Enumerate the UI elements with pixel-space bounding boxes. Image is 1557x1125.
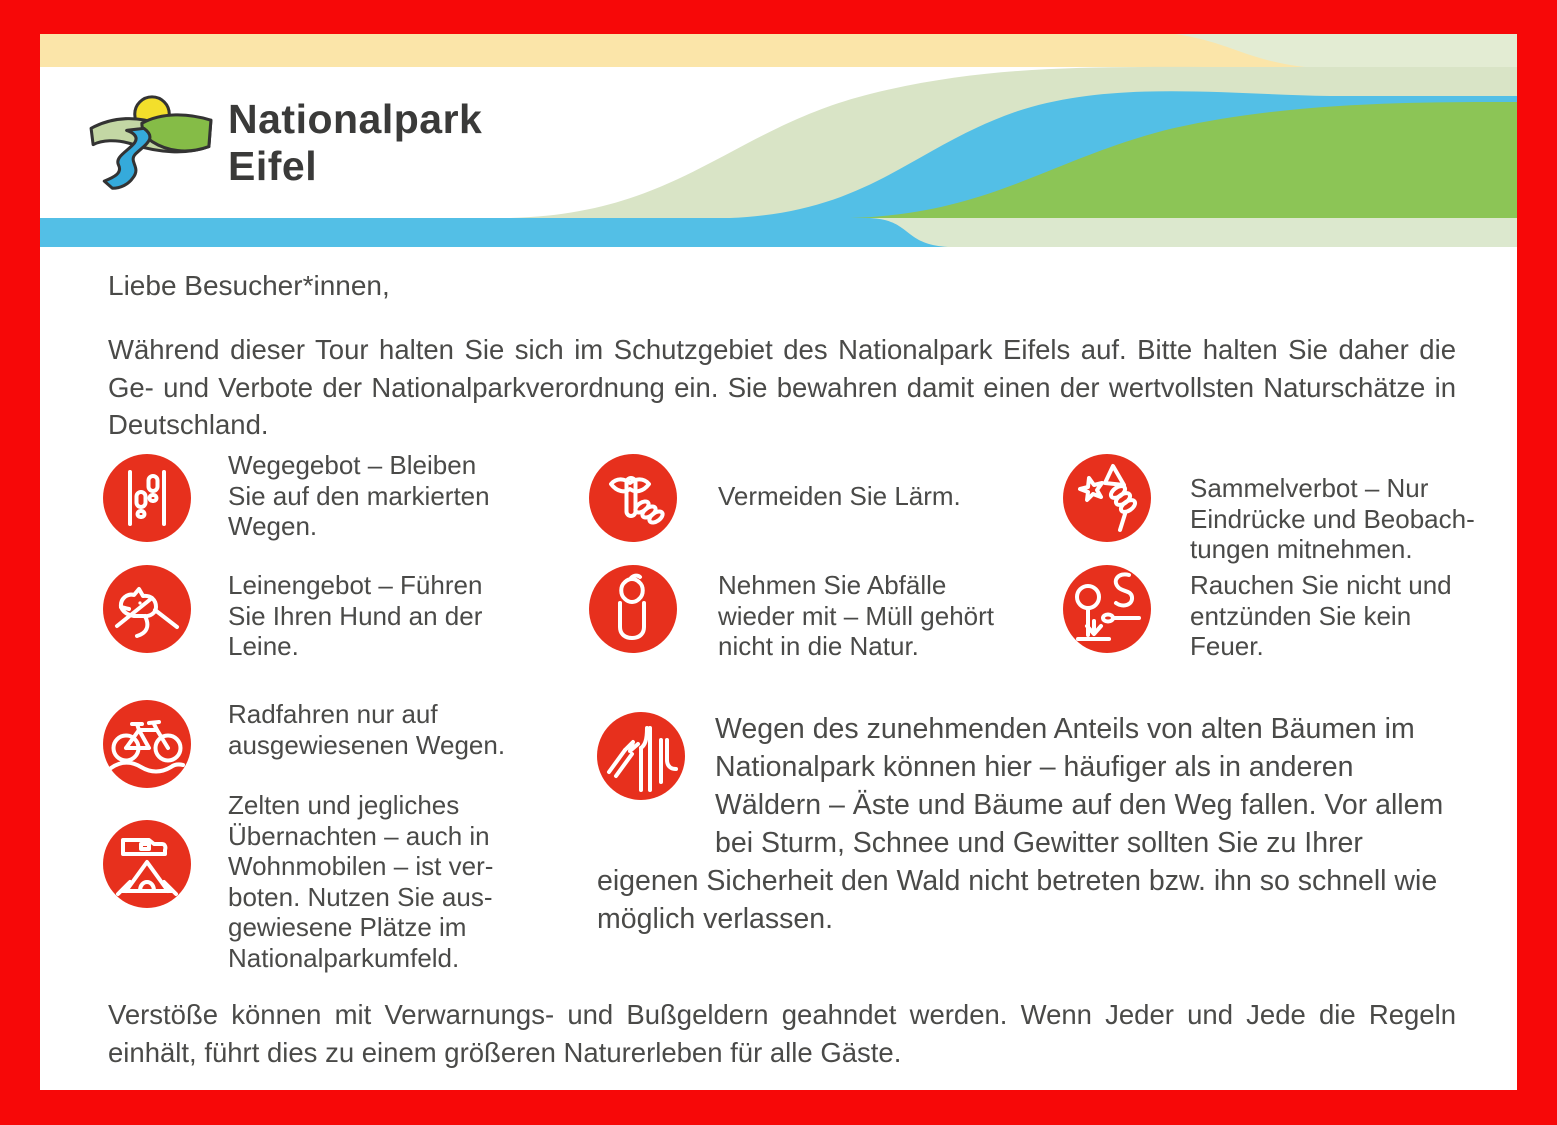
- park-wordmark: [228, 96, 482, 190]
- closing-paragraph: Verstöße können mit Verwarnungs- und Bußgeldern geahndet werden. Wenn Jeder und Jede die Regeln einhält, führt dies zu einem größeren Naturerleben für alle Gäste.: [108, 999, 1456, 1068]
- rule-laerm-text: Vermeiden Sie Lärm.: [718, 481, 961, 511]
- no-collecting-icon: [1063, 454, 1151, 542]
- rule-sammelverbot-text: Sammelverbot – Nur Eindrücke und Beobachtungen mitnehmen.: [1190, 473, 1475, 564]
- quiet-icon: [589, 454, 677, 542]
- rule-rauchen-text: Rauchen Sie nicht und entzünden Sie kein Feuer.: [1190, 570, 1452, 661]
- intro-paragraph: Während dieser Tour halten Sie sich im Schutzgebiet des Nationalpark Eifels auf. Bitte halten Sie daher die Ge- und Verbote der Nationalparkverordnung ein. Sie bewahren damit einen der wertvollsten Naturschätze in Deutschland.: [108, 334, 1456, 440]
- greeting-text: Liebe Besucher*innen,: [108, 270, 390, 301]
- camping-icon: [103, 820, 191, 908]
- litter-icon: [589, 565, 677, 653]
- park-name-line2: Eifel: [228, 143, 318, 189]
- no-fire-icon: [1063, 565, 1151, 653]
- dog-leash-icon: [103, 565, 191, 653]
- falling-branch-icon: [597, 712, 685, 800]
- nationalpark-eifel-logo: [85, 80, 217, 198]
- rule-abfaelle-text: Nehmen Sie Abfälle wieder mit – Müll gehört nicht in die Natur.: [718, 570, 994, 661]
- tree-hazard-text: Wegen des zunehmenden Anteils von alten Bäumen im Nationalpark können hier – häufiger als in anderen Wäldern – Äste und Bäume auf den Weg fallen. Vor allem bei Sturm, Schnee und Gewitter sollten Sie zu Ihrer eigenen Sicherheit den Wald nicht betreten bzw. ihn so schnell wie möglich verlassen.: [597, 713, 1444, 935]
- rule-radfahren-text: Radfahren nur auf ausgewiesenen Wegen.: [228, 699, 506, 760]
- bicycle-icon: [103, 700, 191, 788]
- tree-hazard-warning: [597, 710, 1463, 938]
- rule-leinengebot-text: Leinengebot – Führen Sie Ihren Hund an der Leine.: [228, 570, 483, 661]
- footprints-path-icon: [103, 454, 191, 542]
- rule-zelten-text: Zelten und jegliches Übernachten – auch in Wohnmobilen – ist verboten. Nutzen Sie ausgewiesene Plätze im Nationalparkumfeld.: [228, 790, 494, 973]
- park-name-line1: Nationalpark: [228, 96, 483, 142]
- rule-wegegebot-text: Wegegebot – Bleiben Sie auf den markierten Wegen.: [228, 450, 490, 541]
- flyer-sheet: [40, 34, 1517, 1090]
